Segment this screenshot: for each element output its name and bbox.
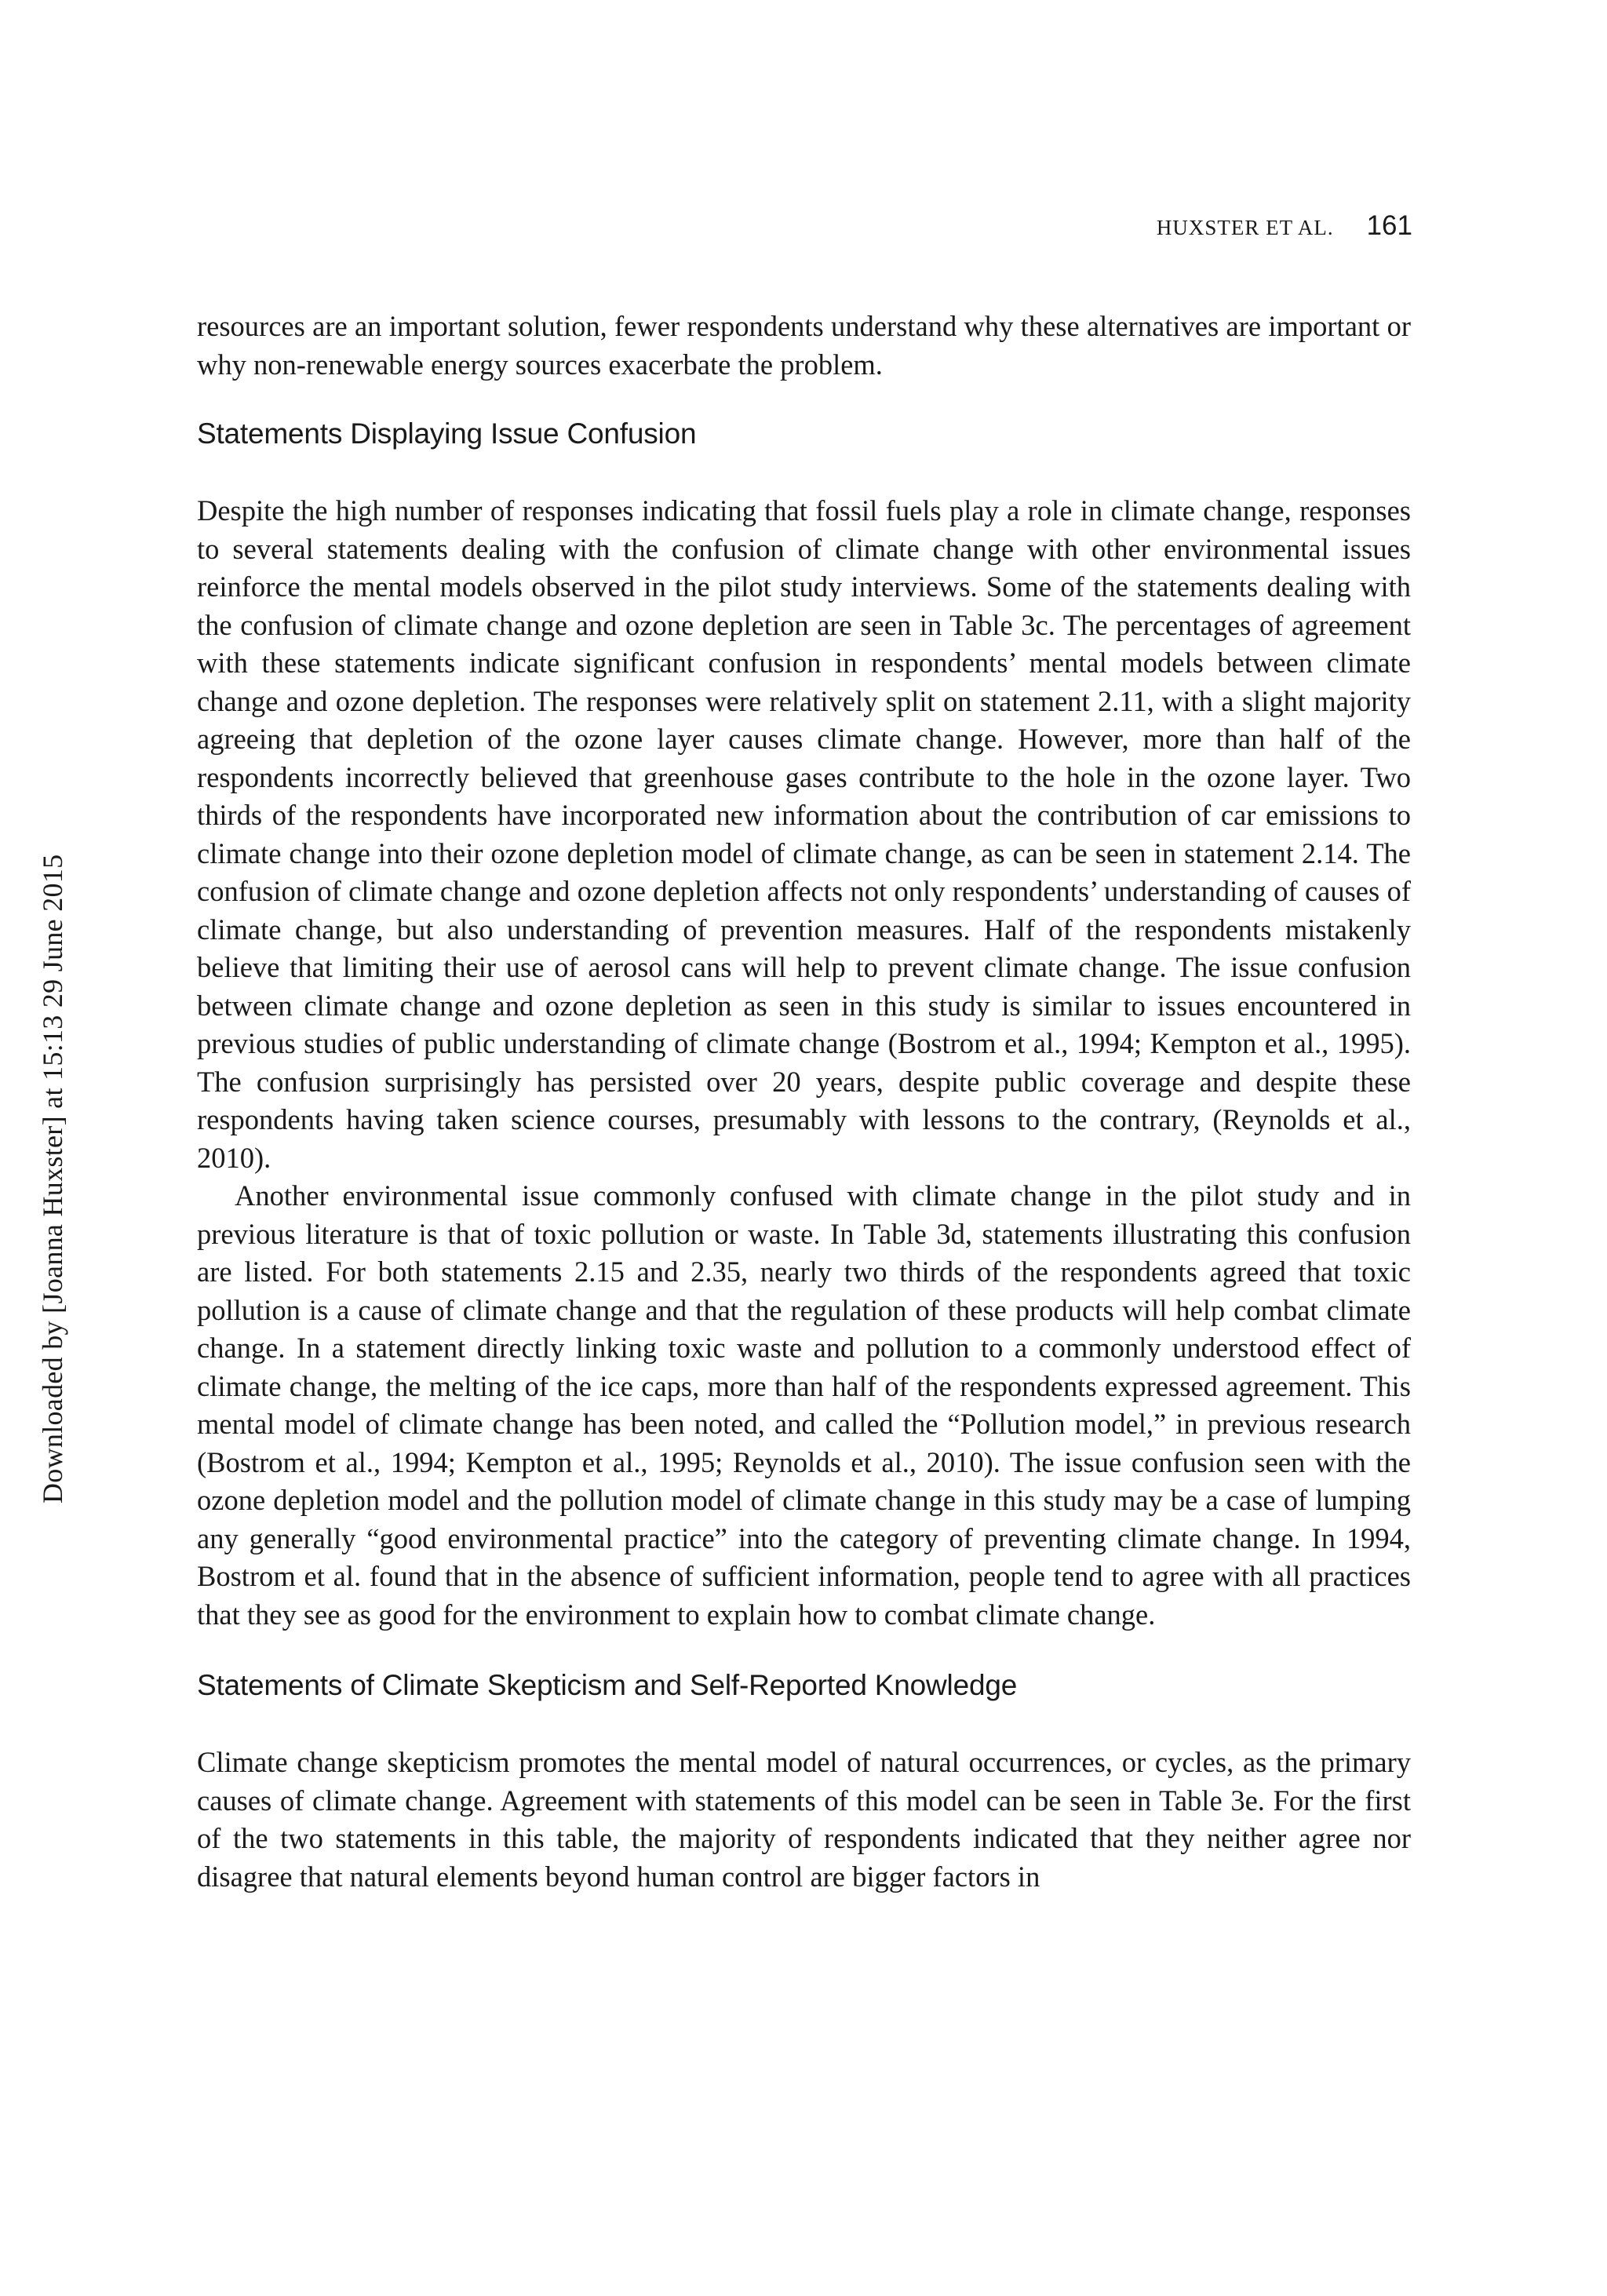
running-head-authors: HUXSTER ET AL. (1156, 216, 1334, 239)
running-head (1157, 210, 1412, 242)
section1-paragraph-2: Another environmental issue commonly confused with climate change in the pilot study and in previous literature is that of toxic pollution or waste. In Table 3d, statements illustrating this confusion are listed. For both statements 2.15 and 2.35, nearly two thirds of the respondents agreed that toxic pollution is a cause of climate change and that the regulation of these products will help combat climate change. In a statement directly linking toxic waste and pollution to a commonly understood effect of climate change, the melting of the ice caps, more than half of the respondents expressed agreement. This mental model of climate change has been noted, and called the “Pollution model,” in previous research (Bostrom et al., 1994; Kempton et al., 1995; Reynolds et al., 2010). The issue confusion seen with the ozone depletion model and the pollution model of climate change in this study may be a case of lumping any generally “good environmental practice” into the category of preventing climate change. In 1994, Bostrom et al. found that in the absence of sufficient information, people tend to agree with all practices that they see as good for the environment to explain how to combat climate change. (197, 1179, 1411, 1631)
page-number: 161 (1366, 210, 1412, 241)
section2-paragraph-1: Climate change skepticism promotes the mental model of natural occurrences, or cycles, as the primary causes of climate change. Agreement with statements of this model can be seen in Table 3e. For the first of the two statements in this table, the majority of respondents indicated that they neither agree nor disagree that natural elements beyond human control are bigger factors in (197, 1746, 1411, 1893)
download-notice: Downloaded by [Joanna Huxster] at 15:13 29 June 2015 (37, 854, 68, 1503)
section1-paragraph-1: Despite the high number of responses indicating that fossil fuels play a role in climate change, responses to several statements dealing with the confusion of climate change with other environmental issues reinforce the mental models observed in the pilot study interviews. Some of the statements dealing with the confusion of climate change and ozone depletion are seen in Table 3c. The percentages of agreement with these statements indicate significant confusion in respondents’ mental models between climate change and ozone depletion. The responses were relatively split on statement 2.11, with a slight majority agreeing that depletion of the ozone layer causes climate change. However, more than half of the respondents incorrectly believed that greenhouse gases contribute to the hole in the ozone layer. Two thirds of the respondents have incorporated new information about the contribution of car emissions to climate change into their ozone depletion model of climate change, as can be seen in statement 2.14. The confusion of climate change and ozone depletion affects not only respondents’ understanding of causes of climate change, but also understanding of prevention measures. Half of the respondents mistakenly believe that limiting their use of aerosol cans will help to prevent climate change. The issue confusion between climate change and ozone depletion as seen in this study is similar to issues encountered in previous studies of public understanding of climate change (Bostrom et al., 1994; Kempton et al., 1995). The confusion surprisingly has persisted over 20 years, despite public coverage and despite these respondents having taken science courses, presumably with lessons to the contrary, (Reynolds et al., 2010). (197, 494, 1411, 1174)
section-heading-skepticism: Statements of Climate Skepticism and Self-Reported Knowledge (197, 1669, 1018, 1701)
article-body (197, 308, 1411, 1896)
section-heading-issue-confusion: Statements Displaying Issue Confusion (197, 417, 697, 450)
intro-paragraph: resources are an important solution, fewer respondents understand why these alternatives are important or why non-renewable energy sources exacerbate the problem. (197, 310, 1411, 381)
